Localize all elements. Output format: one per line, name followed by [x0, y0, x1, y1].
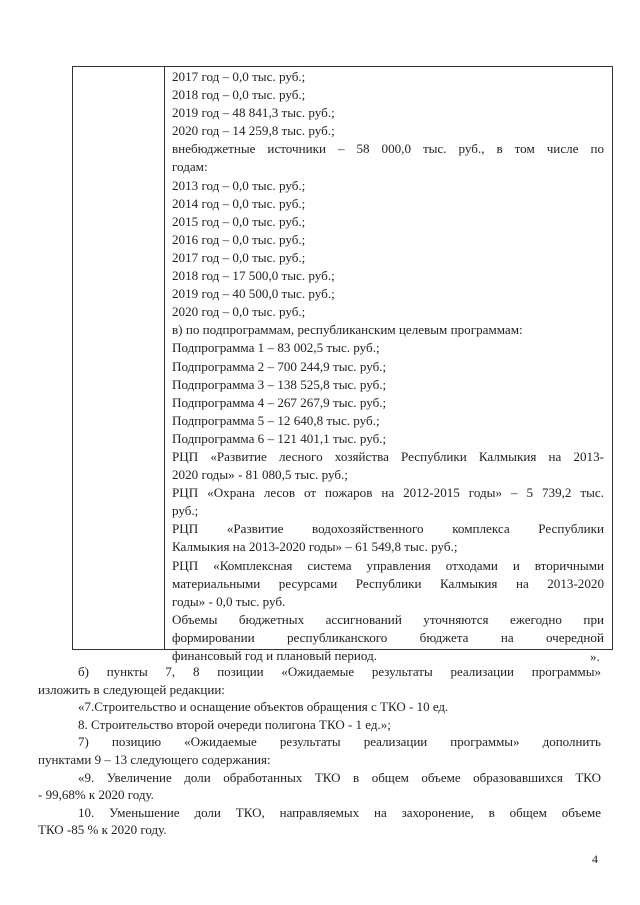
- table-line: внебюджетные источники – 58 000,0 тыс. руб., в том числе по: [172, 141, 604, 157]
- table-financing-cell: [172, 68, 604, 665]
- table-line: Подпрограмма 1 – 83 002,5 тыс. руб.;: [172, 340, 380, 356]
- page-number: 4: [592, 852, 598, 866]
- paragraph-line: б) пункты 7, 8 позиции «Ожидаемые результаты реализации программы»: [78, 664, 601, 679]
- paragraph-line: пунктами 9 – 13 следующего содержания:: [38, 751, 271, 767]
- paragraph-line: изложить в следующей редакции:: [38, 681, 225, 697]
- table-line: РЦП «Комплексная система управления отходами и вторичными: [172, 557, 604, 573]
- table-line: Подпрограмма 5 – 12 640,8 тыс. руб.;: [172, 412, 380, 428]
- table-line: 2020 год – 0,0 тыс. руб.;: [172, 304, 306, 320]
- table-line: Подпрограмма 2 – 700 244,9 тыс. руб.;: [172, 358, 387, 374]
- table-line: РЦП «Охрана лесов от пожаров на 2012-2015 годы» – 5 739,2 тыс.: [172, 485, 604, 501]
- table-line: Подпрограмма 3 – 138 525,8 тыс. руб.;: [172, 376, 387, 392]
- table-line: руб.;: [172, 503, 199, 519]
- table-line: формировании республиканского бюджета на очередной: [172, 629, 604, 645]
- table-line: 2017 год – 0,0 тыс. руб.;: [172, 69, 306, 84]
- table-line: 2015 год – 0,0 тыс. руб.;: [172, 213, 306, 229]
- table-line: РЦП «Развитие лесного хозяйства Республики Калмыкия на 2013-: [172, 448, 604, 464]
- paragraph-line: ТКО -85 % к 2020 году.: [38, 822, 167, 838]
- table-line: 2020 годы» - 81 080,5 тыс. руб.;: [172, 467, 348, 483]
- table-line: финансовый год и плановый период.: [172, 648, 378, 663]
- table-line: 2017 год – 0,0 тыс. руб.;: [172, 249, 306, 265]
- table-line: Подпрограмма 6 – 121 401,1 тыс. руб.;: [172, 430, 387, 446]
- table-line: в) по подпрограммам, республиканским целевым программам:: [172, 322, 523, 338]
- table-column-divider: [164, 67, 165, 649]
- table-line: 2018 год – 0,0 тыс. руб.;: [172, 87, 306, 103]
- passport-table: [72, 66, 613, 663]
- table-line: 2020 год – 14 259,8 тыс. руб.;: [172, 123, 335, 139]
- paragraph-line: 7) позицию «Ожидаемые результаты реализации программы» дополнить: [78, 734, 601, 750]
- table-line: материальными ресурсами Республики Калмыкия на 2013-2020: [172, 575, 604, 591]
- table-line: Объемы бюджетных ассигнований уточняются ежегодно при: [172, 611, 604, 627]
- paragraph-line: 10. Уменьшение доли ТКО, направляемых на захоронение, в общем объеме: [78, 804, 601, 820]
- paragraph-line: - 99,68% к 2020 году.: [38, 787, 154, 803]
- paragraph-line: «7.Строительство и оснащение объектов обращения с ТКО - 10 ед.: [78, 699, 449, 715]
- table-line: РЦП «Развитие водохозяйственного комплекса Республики: [172, 521, 604, 537]
- table-line: Подпрограмма 4 – 267 267,9 тыс. руб.;: [172, 394, 387, 410]
- table-line: годам:: [172, 159, 208, 175]
- table-line: 2013 год – 0,0 тыс. руб.;: [172, 177, 306, 193]
- table-line: годы» - 0,0 тыс. руб.: [172, 593, 286, 609]
- amendment-text: [38, 663, 601, 839]
- paragraph-line: 8. Строительство второй очереди полигона ТКО - 1 ед.»;: [78, 716, 391, 732]
- paragraph-line: «9. Увеличение доли обработанных ТКО в общем объеме образовавшихся ТКО: [78, 769, 601, 785]
- table-line: 2018 год – 17 500,0 тыс. руб.;: [172, 268, 335, 284]
- table-line: 2016 год – 0,0 тыс. руб.;: [172, 231, 306, 247]
- table-line: 2019 год – 40 500,0 тыс. руб.;: [172, 286, 335, 302]
- table-line: 2014 год – 0,0 тыс. руб.;: [172, 195, 306, 211]
- table-line: 2019 год – 48 841,3 тыс. руб.;: [172, 105, 335, 121]
- closing-quote: ».: [590, 649, 600, 664]
- table-line: Калмыкия на 2013-2020 годы» – 61 549,8 тыс. руб.;: [172, 539, 458, 555]
